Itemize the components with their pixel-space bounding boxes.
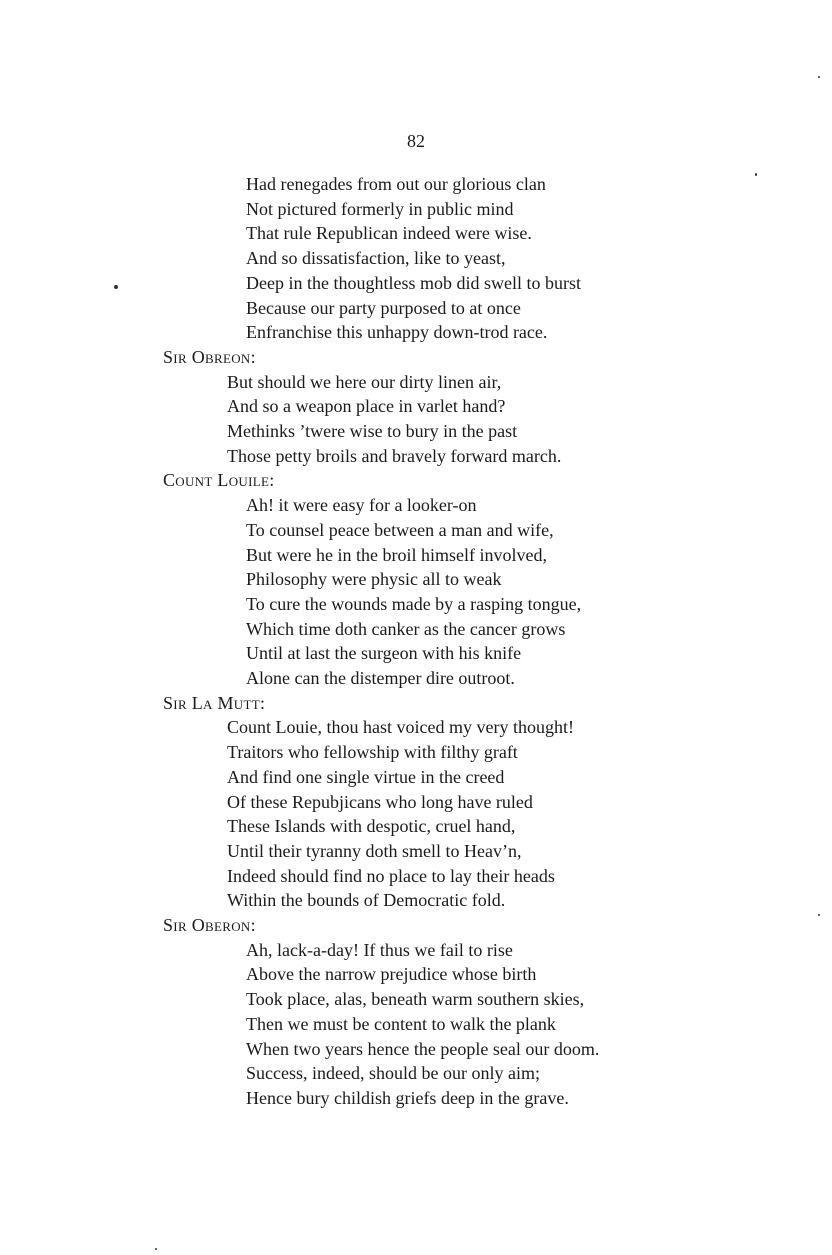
- verse-line: Which time doth canker as the cancer grows: [246, 618, 566, 639]
- scan-speck: [818, 76, 820, 78]
- verse-line: And so dissatisfaction, like to yeast,: [246, 248, 506, 269]
- verse-line: These Islands with despotic, cruel hand,: [227, 816, 516, 837]
- speaker-label: Sir Oberon:: [163, 915, 256, 935]
- verse-line: Methinks ’twere wise to bury in the past: [227, 421, 518, 441]
- verse-line: Indeed should find no place to lay their heads: [227, 865, 555, 886]
- scan-speck: [155, 1248, 157, 1250]
- verse-line: Had renegades from out our glorious clan: [246, 174, 546, 194]
- speaker-label: Sir Obreon:: [163, 346, 256, 367]
- verse-line: Ah, lack-a-day! If thus we fail to rise: [246, 939, 513, 960]
- verse-line: To cure the wounds made by a rasping tongue,: [246, 593, 582, 614]
- verse-line: Of these Repubjicans who long have ruled: [227, 791, 533, 812]
- verse-line: When two years hence the people seal our doom.: [246, 1038, 600, 1059]
- verse-line: Not pictured formerly in public mind: [246, 198, 514, 219]
- verse-line: Deep in the thoughtless mob did swell to burst: [246, 272, 581, 293]
- verse-line: Until at last the surgeon with his knife: [246, 643, 522, 664]
- scan-speck: [755, 173, 757, 176]
- scan-speck: [114, 285, 118, 289]
- verse-line: Ah! it were easy for a looker-on: [246, 495, 477, 516]
- verse-line: Those petty broils and bravely forward march.: [227, 445, 562, 466]
- verse-line: Alone can the distemper dire outroot.: [246, 668, 515, 688]
- verse-line: Because our party purposed to at once: [246, 297, 521, 318]
- verse-line: But were he in the broil himself involved,: [246, 544, 547, 565]
- verse-line: Philosophy were physic all to weak: [246, 569, 502, 590]
- scan-speck: [818, 914, 820, 916]
- verse-line: Traitors who fellowship with filthy graft: [227, 742, 518, 763]
- verse-line: Until their tyranny doth smell to Heav’n,: [227, 840, 522, 861]
- speaker-label: Sir La Mutt:: [163, 692, 266, 713]
- verse-line: Hence bury childish griefs deep in the grave.: [246, 1087, 569, 1108]
- verse-line: Took place, alas, beneath warm southern skies,: [246, 989, 585, 1010]
- page-number: 82: [407, 131, 425, 151]
- speaker-label: Count Louile:: [163, 470, 275, 491]
- verse-line: Then we must be content to walk the plank: [246, 1013, 556, 1034]
- verse-line: That rule Republican indeed were wise.: [246, 223, 532, 244]
- verse-line: Within the bounds of Democratic fold.: [227, 890, 506, 911]
- verse-line: Success, indeed, should be our only aim;: [246, 1063, 540, 1084]
- verse-line: Enfranchise this unhappy down-trod race.: [246, 322, 548, 343]
- verse-line: And so a weapon place in varlet hand?: [227, 396, 506, 417]
- verse-line: But should we here our dirty linen air,: [227, 371, 502, 392]
- verse-line: And find one single virtue in the creed: [227, 766, 505, 787]
- verse-line: Count Louie, thou hast voiced my very thought!: [227, 717, 574, 738]
- verse-line: Above the narrow prejudice whose birth: [246, 964, 537, 985]
- verse-line: To counsel peace between a man and wife,: [246, 519, 554, 540]
